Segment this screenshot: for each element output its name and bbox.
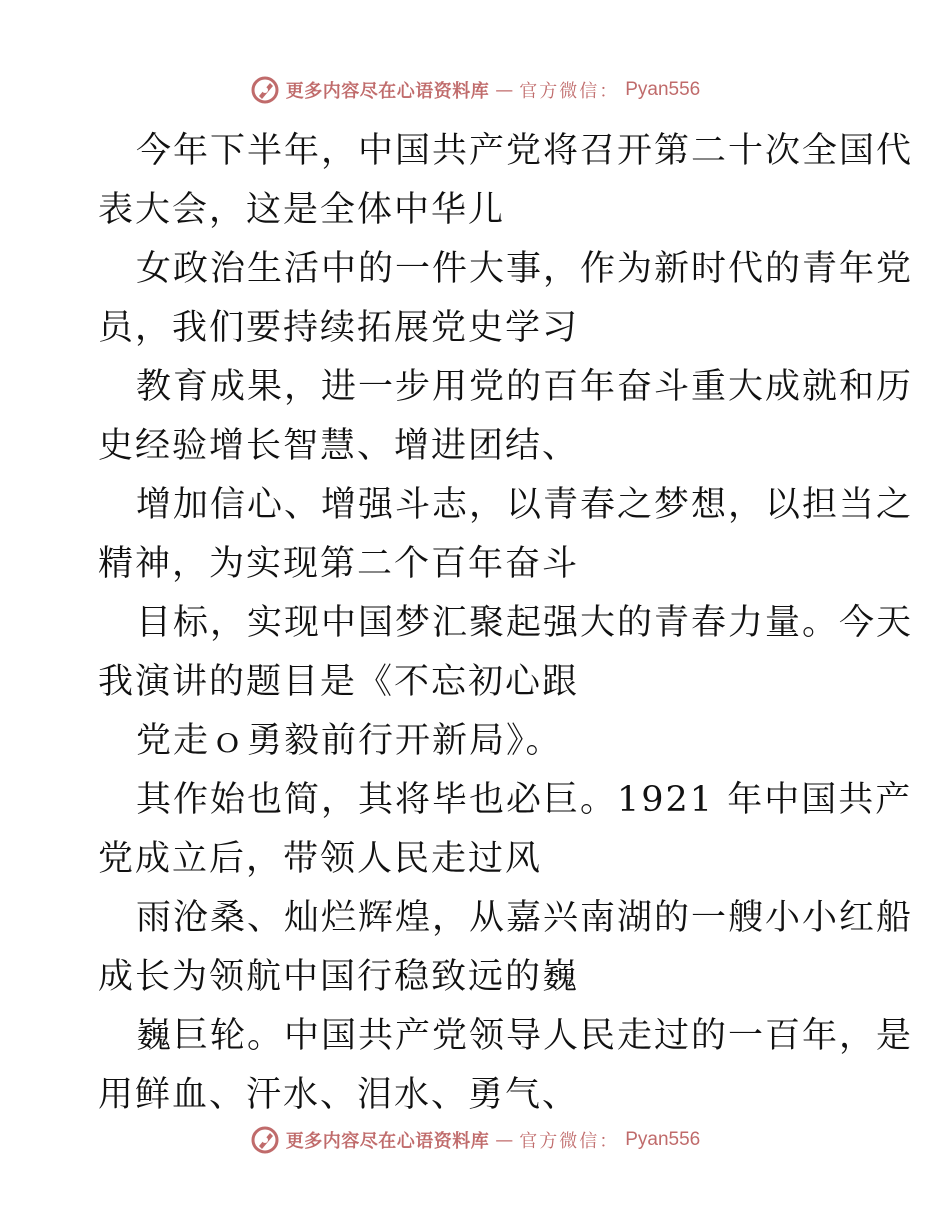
body-line: 女政治生活中的一件大事，作为新时代的青年党 [136,249,914,289]
pen-logo-icon [250,1125,280,1155]
body-line: 教育成果，进一步用党的百年奋斗重大成就和历 [136,367,914,407]
body-line: 用鲜血、汗水、泪水、勇气、 [98,1075,580,1115]
header-banner-id: Pyan556 [625,79,701,100]
header-banner-official: 官方微信： [519,81,620,102]
footer-banner-official: 官方微信： [519,1131,620,1152]
body-line: 史经验增长智慧、增进团结、 [98,426,580,466]
pen-logo-icon [250,75,280,105]
footer-banner-separator: — [495,1129,514,1151]
footer-banner-text: 更多内容尽在心语资料库 [285,1131,490,1152]
body-line: 目标，实现中国梦汇聚起强大的青春力量。今天 [136,603,914,643]
body-line: 党成立后，带领人民走过风 [98,839,543,879]
body-line: 员，我们要持续拓展党史学习 [98,308,580,348]
body-line: 我演讲的题目是《不忘初心跟 [98,662,580,702]
body-line: 表大会，这是全体中华儿 [98,190,506,230]
header-banner-separator: — [495,79,514,101]
body-line: 增加信心、增强斗志，以青春之梦想，以担当之 [136,485,914,525]
body-line: 精神，为实现第二个百年奋斗 [98,544,580,584]
header-watermark-banner [0,70,950,110]
body-line: 其作始也简，其将毕也必巨。1921 年中国共产 [136,780,913,820]
document-body [98,122,914,1125]
header-banner-text: 更多内容尽在心语资料库 [285,81,490,102]
footer-banner-id: Pyan556 [625,1129,701,1150]
body-line: 雨沧桑、灿烂辉煌，从嘉兴南湖的一艘小小红船 [136,898,914,938]
body-line: 成长为领航中国行稳致远的巍 [98,957,580,997]
body-line: 今年下半年，中国共产党将召开第二十次全国代 [136,131,914,171]
body-line: 巍巨轮。中国共产党领导人民走过的一百年，是 [136,1016,914,1056]
body-line: 党走ｏ勇毅前行开新局》。 [136,721,563,761]
footer-watermark-banner [0,1120,950,1160]
